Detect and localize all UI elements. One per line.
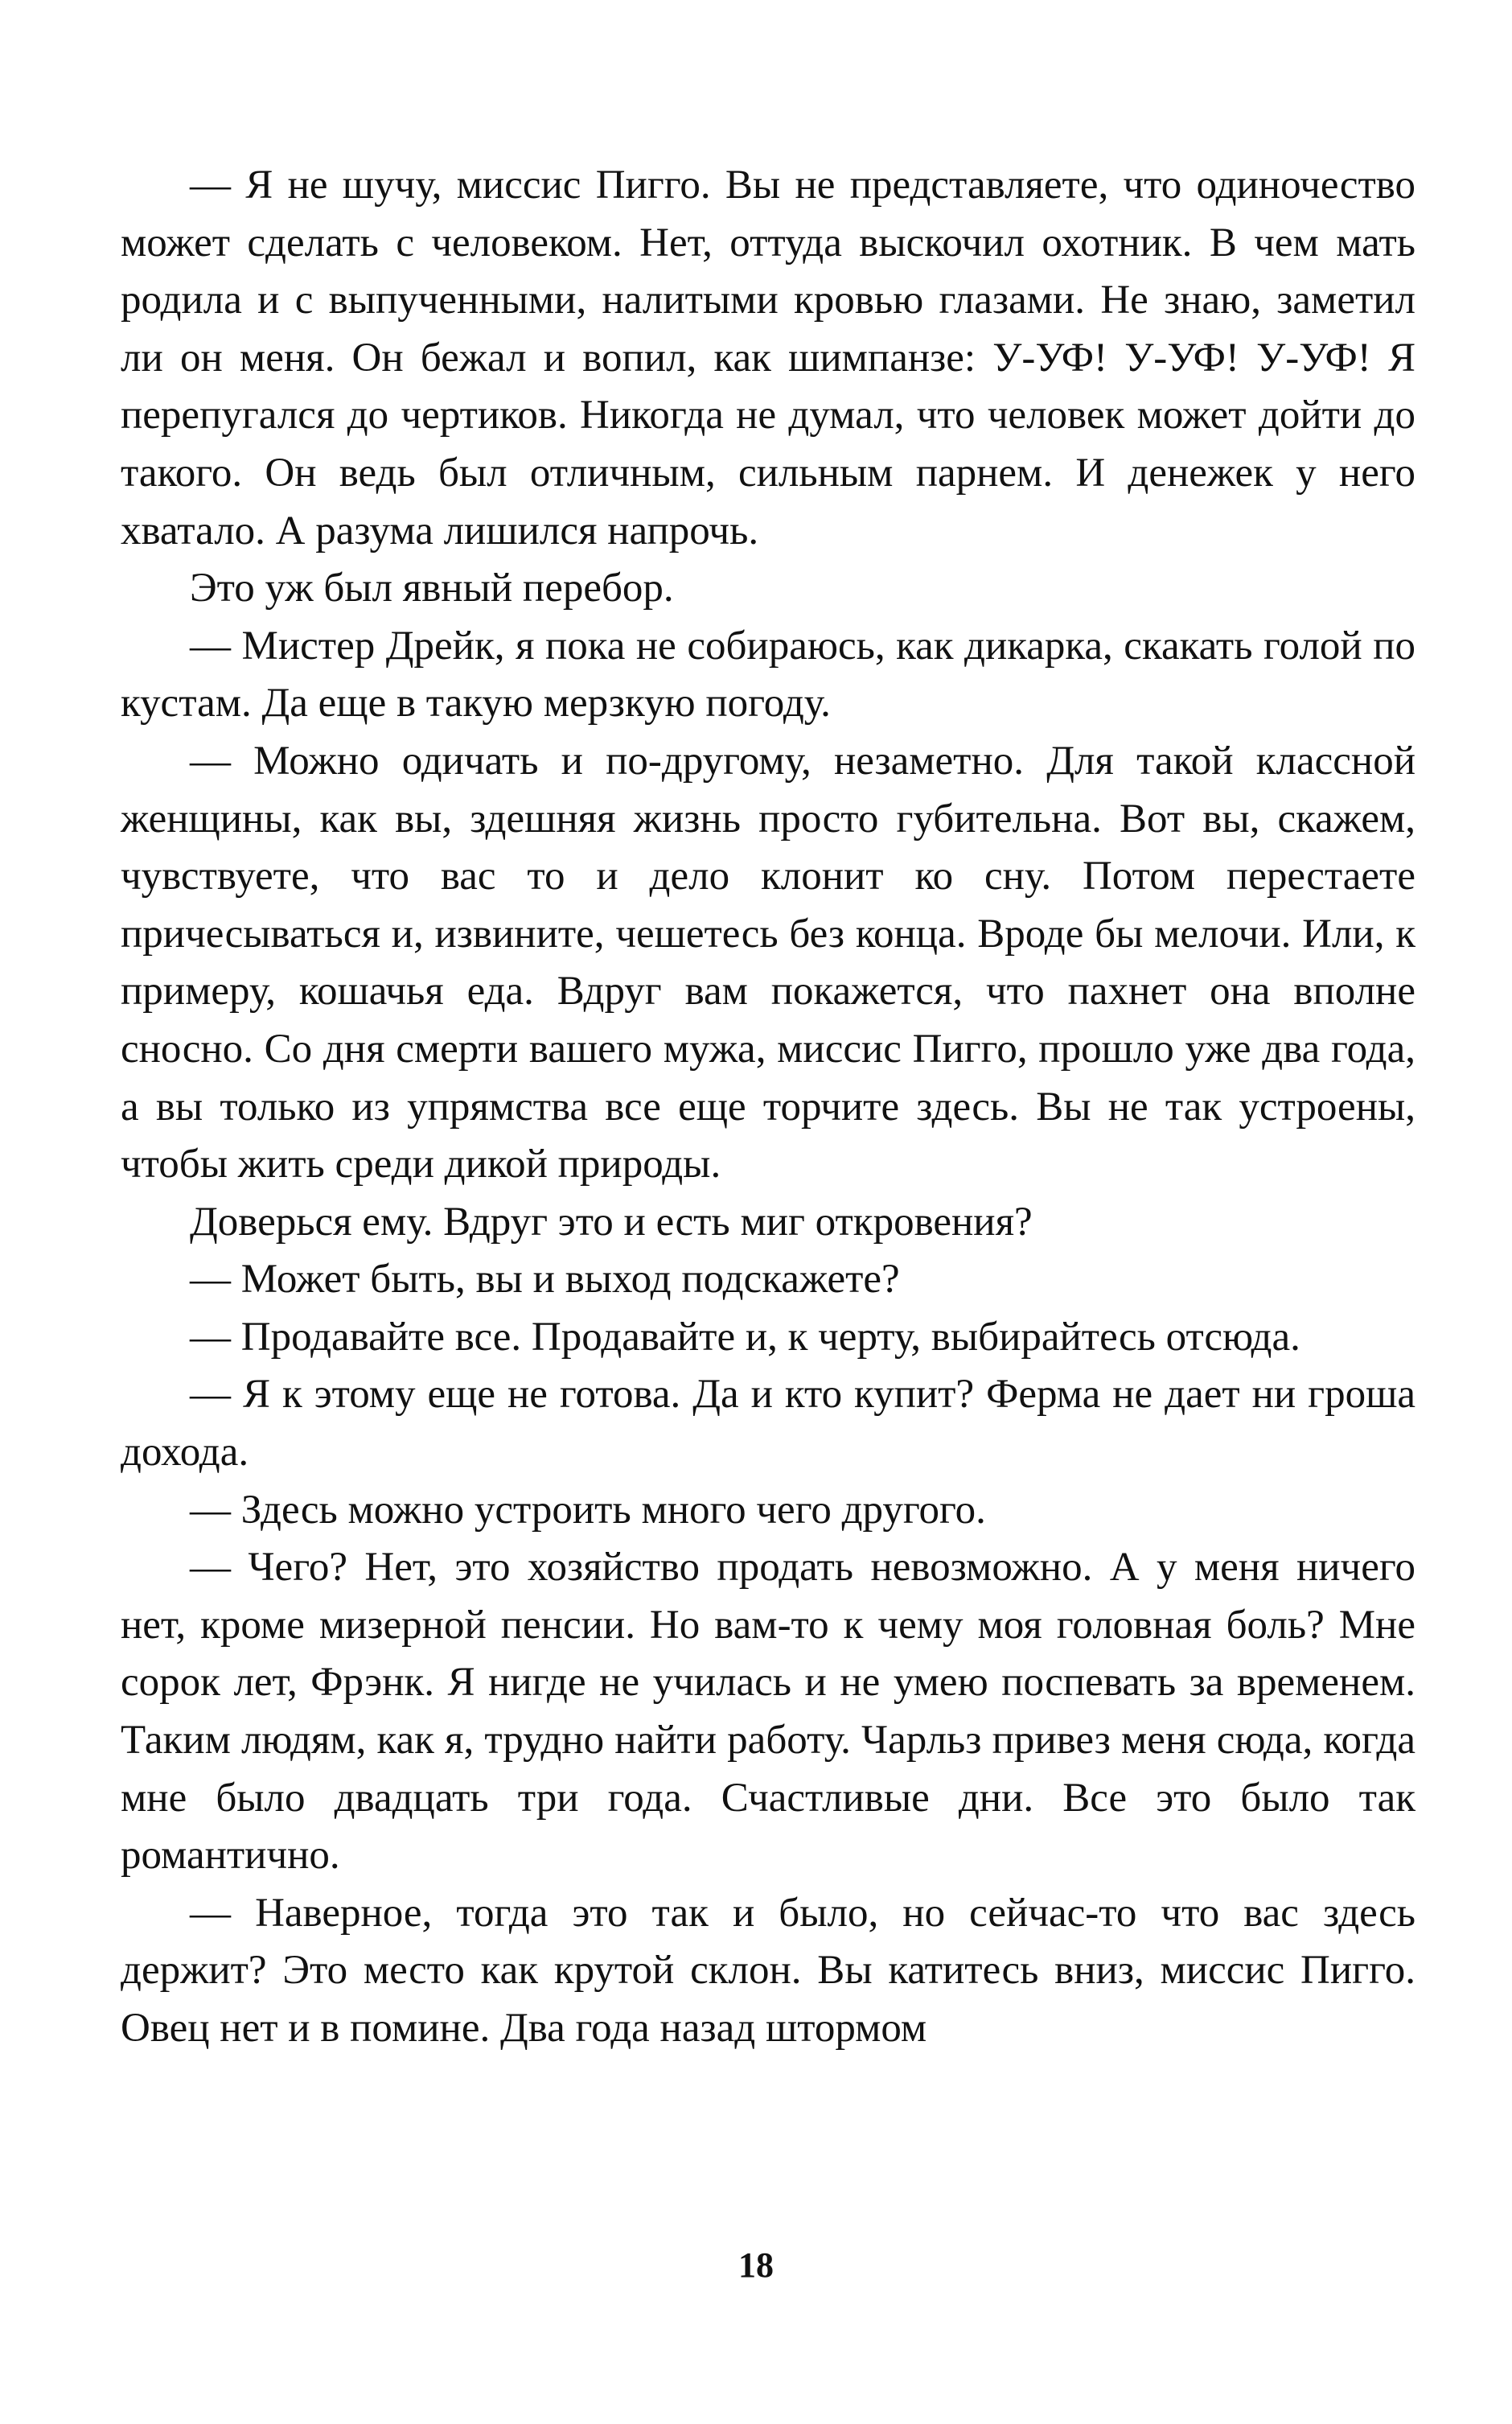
- paragraph: — Я не шучу, миссис Пигго. Вы не представляете, что одиночество может сделать с человеком. Нет, оттуда выскочил охотник. В чем мать родила и с выпученными, налитыми кровью глазами. Не знаю, заметил ли он меня. Он бежал и вопил, как шимпанзе: У-УФ! У-УФ! У-УФ! Я перепугался до чертиков. Никогда не думал, что человек может дойти до такого. Он ведь был отличным, сильным парнем. И денежек у него хватало. А разума лишился напрочь.: [121, 163, 1415, 554]
- paragraph: — Здесь можно устроить много чего другого.: [190, 1487, 986, 1533]
- paragraph: — Продавайте все. Продавайте и, к черту, выбирайтесь отсюда.: [190, 1314, 1300, 1360]
- paragraph: — Может быть, вы и выход подскажете?: [190, 1257, 900, 1303]
- paragraph: — Можно одичать и по-другому, незаметно. Для такой классной женщины, как вы, здешняя жизнь просто губительна. Вот вы, скажем, чувствуете, что вас то и дело клонит ко сну. Потом перестаете причесываться и, извините, чешетесь без конца. Вроде бы мелочи. Или, к примеру, кошачья еда. Вдруг вам покажется, что пахнет она вполне сносно. Со дня смерти вашего мужа, миссис Пигго, прошло уже два года, а вы только из упрямства все еще торчите здесь. Вы не так устроены, чтобы жить среди дикой природы.: [121, 738, 1415, 1187]
- paragraph: Доверься ему. Вдруг это и есть миг откровения?: [190, 1199, 1033, 1245]
- paragraph: — Чего? Нет, это хозяйство продать невозможно. А у меня ничего нет, кроме мизерной пенсии. Но вам-то к чему моя головная боль? Мне сорок лет, Фрэнк. Я нигде не училась и не умею поспевать за временем. Таким людям, как я, трудно найти работу. Чарльз привез меня сюда, когда мне было двадцать три года. Счастливые дни. Все это было так романтично.: [121, 1545, 1415, 1879]
- page-text: [121, 157, 1415, 2058]
- paragraph: — Я к этому еще не готова. Да и кто купит? Ферма не дает ни гроша дохода.: [121, 1372, 1415, 1475]
- paragraph: — Наверное, тогда это так и было, но сейчас-то что вас здесь держит? Это место как крутой склон. Вы катитесь вниз, миссис Пигго. Овец нет и в помине. Два года назад штормом: [121, 1890, 1415, 2051]
- paragraph: — Мистер Дрейк, я пока не собираюсь, как дикарка, скакать голой по кустам. Да еще в такую мерзкую погоду.: [121, 623, 1415, 726]
- paragraph: Это уж был явный перебор.: [190, 566, 674, 611]
- page-number: 18: [738, 2245, 774, 2285]
